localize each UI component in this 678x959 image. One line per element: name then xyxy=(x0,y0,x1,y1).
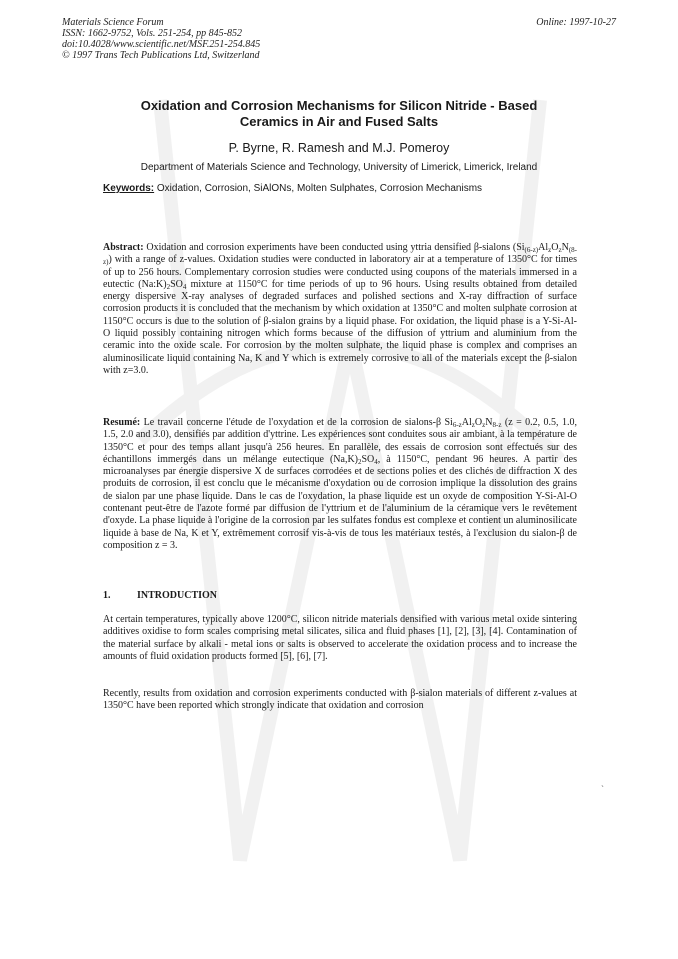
abstract-sub: 4 xyxy=(182,282,187,291)
resume-text: (z = 0.2, 0.5, 1.0, 1.5, 2.0 and 3.0), densifiés par addition d'yttrine. Les expériences sont conduites sous air ambiant, à la température de 1350°C et pour des temps allant jusqu'à 256 heures. En parallèle, des essais de corrosion sont effectués sur des échantillons immergés dans un mélange eutectique (Na,K) xyxy=(103,417,577,465)
abstract-text: Al xyxy=(538,242,549,253)
abstract-sub: z xyxy=(548,246,552,254)
keywords-line xyxy=(103,183,482,194)
resume-sub: 2 xyxy=(358,457,362,466)
resume-text: O xyxy=(474,417,483,428)
margin-mark: ` xyxy=(601,784,604,794)
abstract-text: O xyxy=(551,242,559,253)
paper-title xyxy=(100,98,578,130)
abstract-text: N xyxy=(561,242,569,253)
resume-text: SO xyxy=(361,453,375,465)
resume-text: N xyxy=(485,417,493,428)
author-list: P. Byrne, R. Ramesh and M.J. Pomeroy xyxy=(228,141,450,155)
keywords-text: Oxidation, Corrosion, SiAlONs, Molten Sulphates, Corrosion Mechanisms xyxy=(154,183,483,194)
journal-header xyxy=(62,17,616,61)
abstract-text: SO xyxy=(170,278,183,290)
abstract-sub: (8-z) xyxy=(103,246,577,267)
resume-sub: 4 xyxy=(374,457,378,466)
abstract-label: Abstract: xyxy=(103,242,144,253)
affiliation: Department of Materials Science and Technology, University of Limerick, Limerick, Ireland xyxy=(140,162,538,173)
resume-text: , à 1150°C, pendant 96 heures. A partir des microanalyses par énergie dispersive X de surfaces corrodées et de sections polies et des clichés de diffraction X des produits de corrosion, il est conclu que le mécanisme d'oxydation ou de corrosion implique la dissolution des grains de sialon par une phase liquide. Dans le cas de l'oxydation, la phase liquide est un oxyde de composition Y-Si-Al-O contenant peut-être de l'azote formé par diffusion de l'yttrium et de l'aluminium de la céramique vers le revêtement d'oxyde. La phase liquide à l'origine de la corrosion par les sulfates fondus est complexe et contient un aluminosilicate liquide à base de Na, K et Y, extrêmement corrosif vis-à-vis de tous les matériaux testés, à l'exclusion du sialon-β de composition z = 3. xyxy=(103,453,578,551)
online-date: Online: 1997-10-27 xyxy=(536,17,616,28)
resume-sub: 6-z xyxy=(452,421,462,429)
title-line-1: Oxidation and Corrosion Mechanisms for Silicon Nitride - Based xyxy=(140,98,538,113)
resume-text: Le travail concerne l'étude de l'oxydation et de la corrosion de sialons-β Si xyxy=(140,417,453,428)
title-line-2: Ceramics in Air and Fused Salts xyxy=(239,114,439,129)
section-number: 1. xyxy=(103,590,111,601)
issn-line: ISSN: 1662-9752, Vols. 251-254, pp 845-852 xyxy=(62,28,242,39)
resume-label: Resumé: xyxy=(103,417,141,428)
resume-sub: z xyxy=(471,421,475,429)
resume-paragraph xyxy=(103,417,577,552)
intro-paragraph-2: Recently, results from oxidation and corrosion experiments conducted with β-sialon materials of different z-values at 1350°C have been reported which strongly indicate that oxidation and corrosion xyxy=(103,688,577,712)
abstract-text: mixture at 1150°C for time periods of up to 96 hours. Using results obtained from detailed energy dispersive X-ray analyses of degraded surfaces and polished sections and X-ray diffraction of surface corrosion products it is concluded that the mechanism by which oxidation at 1350°C and molten sulphate corrosion at 1150°C occurs is due to the solution of β-sialon grains by a liquid phase. For oxidation, the liquid phase is a Y-Si-Al-O liquid possibly containing nitrogen which forms because of the diffusion of yttrium and aluminium from the ceramic into the oxide scale. For corrosion by the molten sulphate, the liquid phase is complex and comprises an aluminosilicate liquid containing Na, K and Y which is extremely corrosive to all of the materials except the β-sialon with z=3.0. xyxy=(103,278,577,376)
resume-sub: 8-z xyxy=(492,421,502,429)
abstract-sub: 2 xyxy=(166,282,171,291)
abstract-sub: (6-z) xyxy=(524,246,539,254)
resume-text: Al xyxy=(461,417,472,428)
abstract-sub: z xyxy=(558,246,562,254)
doi-line[interactable]: doi:10.4028/www.scientific.net/MSF.251-254.845 xyxy=(62,39,261,50)
intro-paragraph-1: At certain temperatures, typically above 1200°C, silicon nitride materials densified with various metal oxide sintering additives oxidise to form scales comprising metal silicates, silica and fluid phases [1], [2], [3], [4]. Contamination of the material surface by alkali - metal ions or salts is observed to accelerate the oxidation process and to increase the amounts of fluid oxidation products formed [5], [6], [7]. xyxy=(103,614,577,662)
abstract-text: ) with a range of z-values. Oxidation studies were conducted in laboratory air at a temperature of 1350°C for times of up to 256 hours. Complementary corrosion studies were conducted using coupons of the materials immersed in a eutectic (Na:K) xyxy=(103,254,577,290)
resume-sub: z xyxy=(482,421,486,429)
abstract-paragraph xyxy=(103,242,577,377)
section-heading xyxy=(103,590,217,601)
journal-name: Materials Science Forum xyxy=(62,17,164,28)
copyright-line: © 1997 Trans Tech Publications Ltd, Switzerland xyxy=(62,50,260,61)
abstract-text: Oxidation and corrosion experiments have been conducted using yttria densified β-sialons (Si xyxy=(143,242,525,253)
keywords-label: Keywords: xyxy=(103,183,155,194)
section-title: INTRODUCTION xyxy=(137,590,218,601)
